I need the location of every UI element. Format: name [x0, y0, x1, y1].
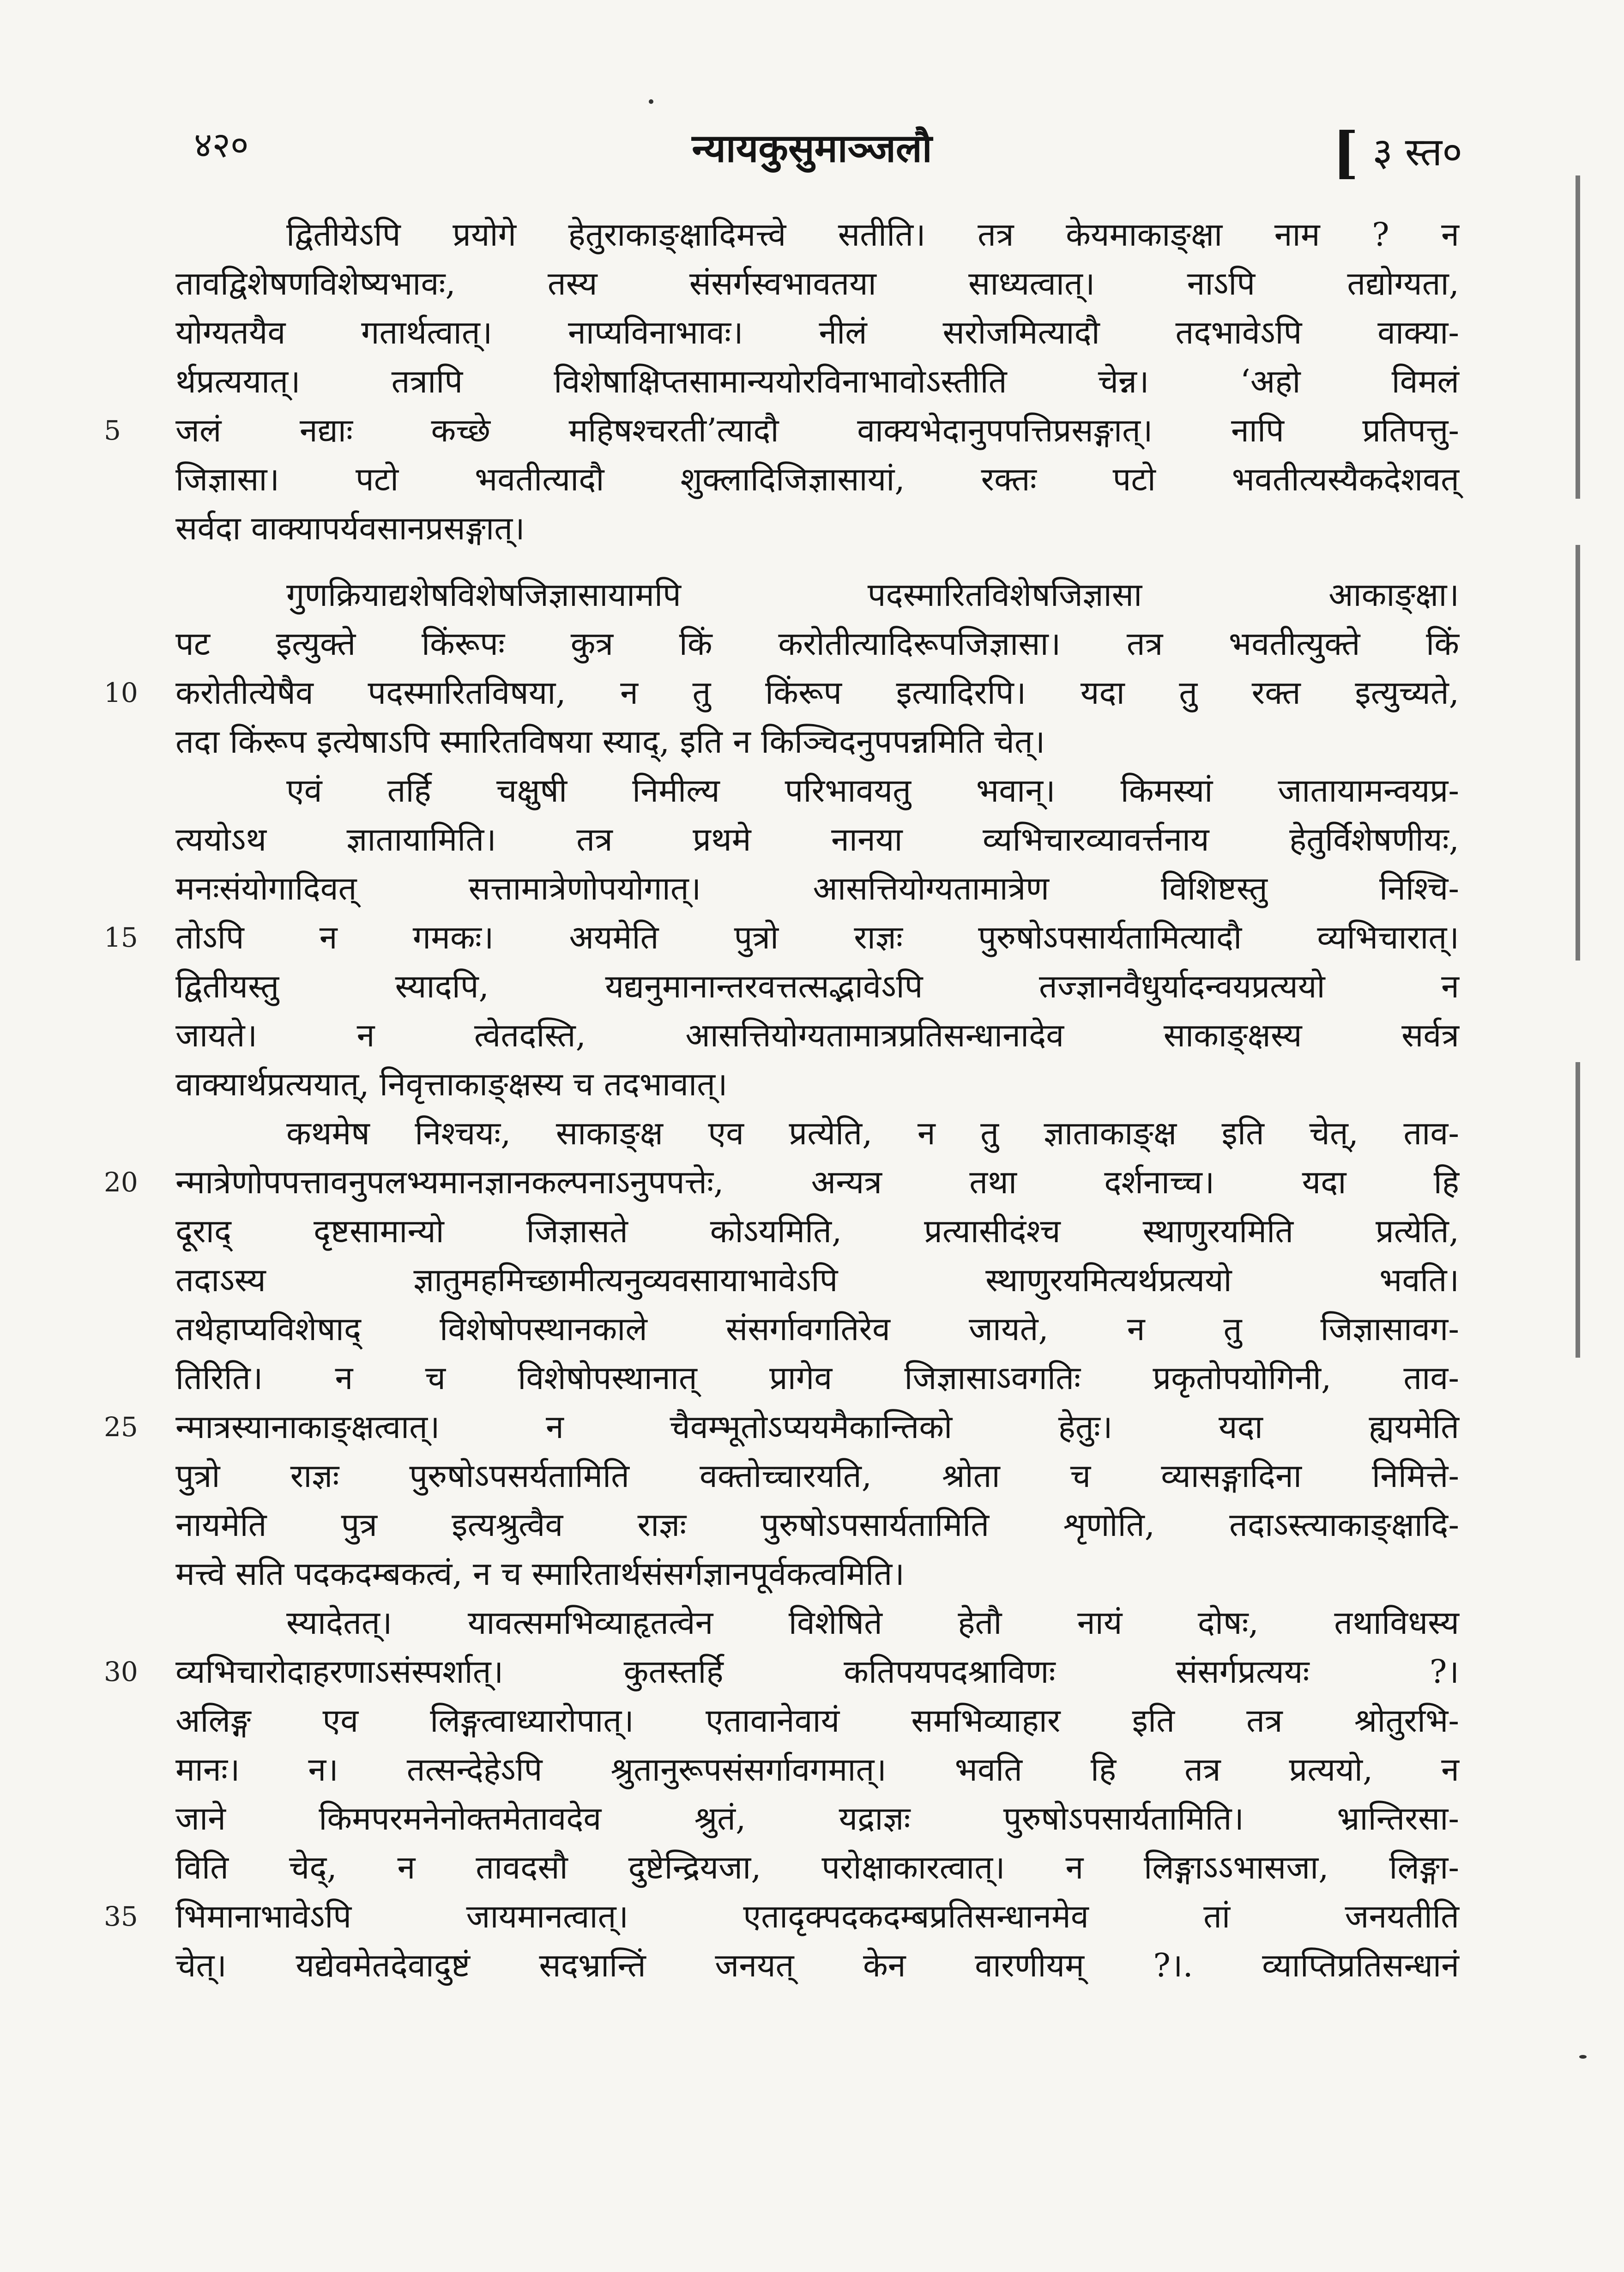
- text-line: [175, 1305, 1459, 1354]
- text-line-content: जाने किमपरमनेनोक्तमेतावदेव श्रुतं, यद्राज्ञः पुरुषोऽपसार्यतामिति। भ्रान्तिरसा-: [175, 1800, 1459, 1837]
- main-text: [104, 210, 1459, 1990]
- text-line: [175, 766, 1459, 815]
- text-line-content: न्मात्रस्यानाकाङ्क्षत्वात्। न चैवम्भूतोऽप्ययमैकान्तिको हेतुः। यदा ह्ययमेति: [175, 1408, 1459, 1446]
- text-line-content: पुत्रो राज्ञः पुरुषोऽपसर्यतामिति वक्तोच्चारयति, श्रोता च व्यासङ्गादिना निमित्ते-: [175, 1457, 1459, 1495]
- text-line: [175, 210, 1459, 259]
- text-line-content: वाक्यार्थप्रत्ययात्, निवृत्ताकाङ्क्षस्य च तदभावात्।: [175, 1065, 728, 1103]
- line-number: 5: [104, 415, 121, 446]
- book-title: न्यायकुसुमाञ्जलौ: [692, 125, 932, 171]
- text-line: [175, 308, 1459, 357]
- text-line-content: तावद्विशेषणविशेष्यभावः, तस्य संसर्गस्वभावतया साध्यत्वात्। नाऽपि तद्योग्यता,: [175, 265, 1459, 302]
- scan-speck: [1579, 2055, 1587, 2059]
- text-line-content: जिज्ञासा। पटो भवतीत्यादौ शुक्लादिजिज्ञासायां, रक्तः पटो भवतीत्यस्यैकदेशवत्: [175, 460, 1459, 498]
- binding-edge-mark: [1576, 545, 1580, 961]
- text-line: [175, 815, 1459, 864]
- line-number: 20: [104, 1166, 138, 1198]
- text-line-content: द्वितीयस्तु स्यादपि, यद्यनुमानान्तरवत्तत्सद्भावेऽपि तज्ज्ञानवैधुर्यादन्वयप्रत्ययो न: [175, 967, 1459, 1005]
- text-line-content: नायमेति पुत्र इत्यश्रुत्वैव राज्ञः पुरुषोऽपसार्यतामिति शृणोति, तदाऽस्त्याकाङ्क्षादि-: [175, 1506, 1459, 1544]
- text-line: [104, 1647, 1459, 1696]
- text-line: [175, 1500, 1459, 1549]
- text-line: [104, 1158, 1459, 1207]
- text-line: [104, 1892, 1459, 1941]
- text-line-content: सर्वदा वाक्यापर्यवसानप्रसङ्गात्।: [175, 509, 525, 547]
- page-number: ४२०: [194, 124, 249, 165]
- text-line-content: न्मात्रेणोपपत्तावनुपलभ्यमानज्ञानकल्पनाऽनुपपत्तेः, अन्यत्र तथा दर्शनाच्च। यदा हि: [175, 1163, 1459, 1201]
- text-line-content: पट इत्युक्ते किंरूपः कुत्र किं करोतीत्यादिरूपजिज्ञासा। तत्र भवतीत्युक्ते किं: [175, 625, 1459, 663]
- text-line: [175, 962, 1459, 1011]
- text-line-content: कथमेष निश्चयः, साकाङ्क्ष एव प्रत्येति, न तु ज्ञाताकाङ्क्ष इति चेत्, ताव-: [286, 1114, 1459, 1152]
- line-number: 10: [104, 677, 138, 708]
- text-line: [104, 913, 1459, 962]
- text-line: [104, 1402, 1459, 1451]
- text-line-content: स्यादेतत्। यावत्समभिव्याहृतत्वेन विशेषिते हेतौ नायं दोषः, तथाविधस्य: [286, 1604, 1459, 1642]
- text-line-content: मत्त्वे सति पदकदम्बकत्वं, न च स्मारितार्थसंसर्गज्ञानपूर्वकत्वमिति।: [175, 1555, 905, 1593]
- text-line: [104, 406, 1459, 455]
- paragraph-gap: [175, 553, 1459, 570]
- text-line-content: र्थप्रत्ययात्। तत्रापि विशेषाक्षिप्तसामान्ययोरविनाभावोऽस्तीति चेन्न। ‘अहो विमलं: [175, 363, 1459, 400]
- text-line: [175, 1696, 1459, 1745]
- text-line-content: त्ययोऽथ ज्ञातायामिति। तत्र प्रथमे नानया व्यभिचारव्यावर्त्तनाय हेतुर्विशेषणीयः,: [175, 821, 1459, 858]
- text-line-content: मनःसंयोगादिवत् सत्तामात्रेणोपयोगात्। आसत्तियोग्यतामात्रेण विशिष्टस्तु निश्चि-: [175, 870, 1459, 907]
- text-line: [175, 1256, 1459, 1305]
- text-line-content: जायते। न त्वेतदस्ति, आसत्तियोग्यतामात्रप्रतिसन्धानादेव साकाङ्क्षस्य सर्वत्र: [175, 1016, 1459, 1054]
- text-line: [175, 717, 1459, 766]
- text-line-content: अलिङ्ग एव लिङ्गत्वाध्यारोपात्। एतावानेवायं समभिव्याहार इति तत्र श्रोतुरभि-: [175, 1702, 1459, 1740]
- text-line-content: योग्यतयैव गतार्थत्वात्। नाप्यविनाभावः। नीलं सरोजमित्यादौ तदभावेऽपि वाक्या-: [175, 314, 1459, 351]
- text-line: [175, 619, 1459, 668]
- line-number: 30: [104, 1656, 138, 1687]
- text-line-content: करोतीत्येषैव पदस्मारितविषया, न तु किंरूप इत्यादिरपि। यदा तु रक्त इत्युच्यते,: [175, 674, 1459, 712]
- text-line-content: एवं तर्हि चक्षुषी निमील्य परिभावयतु भवान्। किमस्यां जातायामन्वयप्र-: [286, 772, 1459, 810]
- text-line-content: दूराद् दृष्टसामान्यो जिज्ञासते कोऽयमिति, प्रत्यासीदंश्च स्थाणुरयमिति प्रत्येति,: [175, 1212, 1459, 1250]
- line-number: 35: [104, 1901, 138, 1932]
- text-line-content: गुणक्रियाद्यशेषविशेषजिज्ञासायामपि पदस्मारितविशेषजिज्ञासा आकाङ्क्षा।: [286, 576, 1459, 614]
- text-line: [175, 1451, 1459, 1500]
- text-line: [175, 570, 1459, 619]
- binding-edge-mark: [1576, 175, 1580, 499]
- text-line-content: व्यभिचारोदाहरणाऽसंस्पर्शात्। कुतस्तर्हि कतिपयपदश्राविणः संसर्गप्रत्ययः ?।: [175, 1653, 1459, 1691]
- text-line-content: तोऽपि न गमकः। अयमेति पुत्रो राज्ञः पुरुषोऽपसार्यतामित्यादौ व्यभिचारात्।: [175, 918, 1459, 956]
- text-line: [175, 1598, 1459, 1647]
- text-line: [175, 1745, 1459, 1794]
- line-number: 25: [104, 1411, 138, 1443]
- text-line-content: तिरिति। न च विशेषोपस्थानात् प्रागेव जिज्ञासाऽवगतिः प्रकृतोपयोगिनी, ताव-: [175, 1359, 1459, 1397]
- text-line-content: तदाऽस्य ज्ञातुमहमिच्छामीत्यनुव्यवसायाभावेऽपि स्थाणुरयमित्यर्थप्रत्ययो भवति।: [175, 1261, 1459, 1299]
- text-line: [175, 1011, 1459, 1060]
- text-line: [175, 1354, 1459, 1402]
- text-line: [175, 455, 1459, 504]
- text-line-content: विति चेद्, न तावदसौ दुष्टेन्द्रियजा, परोक्षाकारत्वात्। न लिङ्गाऽऽभासजा, लिङ्गा-: [175, 1849, 1459, 1886]
- line-number: 15: [104, 922, 138, 953]
- text-line: [175, 504, 1459, 553]
- text-line: [175, 1843, 1459, 1892]
- text-line: [104, 668, 1459, 717]
- text-line: [175, 864, 1459, 913]
- section-bracket: [: [1332, 120, 1359, 185]
- text-line: [175, 1109, 1459, 1158]
- text-line: [175, 1941, 1459, 1990]
- text-line: [175, 1549, 1459, 1598]
- text-line-content: तदा किंरूप इत्येषाऽपि स्मारितविषया स्याद्, इति न किञ्चिदनुपपन्नमिति चेत्।: [175, 723, 1045, 761]
- text-line: [175, 1060, 1459, 1109]
- text-line: [175, 1207, 1459, 1256]
- binding-edge-mark: [1576, 1062, 1580, 1358]
- text-line-content: चेत्। यद्येवमेतदेवादुष्टं सदभ्रान्तिं जनयत् केन वारणीयम् ?।. व्याप्तिप्रतिसन्धानं: [175, 1946, 1459, 1984]
- text-line-content: जलं नद्याः कच्छे महिषश्चरती’त्यादौ वाक्यभेदानुपपत्तिप्रसङ्गात्। नापि प्रतिपत्तु-: [175, 411, 1459, 449]
- text-line-content: तथेहाप्यविशेषाद् विशेषोपस्थानकाले संसर्गावगतिरेव जायते, न तु जिज्ञासावग-: [175, 1310, 1459, 1348]
- text-line-content: भिमानाभावेऽपि जायमानत्वात्। एतादृक्पदकदम्बप्रतिसन्धानमेव तां जनयतीति: [175, 1897, 1459, 1935]
- running-header: [0, 120, 1624, 185]
- text-line: [175, 259, 1459, 308]
- text-line: [175, 357, 1459, 406]
- text-line-content: द्वितीयेऽपि प्रयोगे हेतुराकाङ्क्षादिमत्त्वे सतीति। तत्र केयमाकाङ्क्षा नाम ? न: [286, 216, 1459, 254]
- text-line: [175, 1794, 1459, 1843]
- section-marker: [1333, 120, 1462, 185]
- text-line-content: मानः। न। तत्सन्देहेऽपि श्रुतानुरूपसंसर्गावगमात्। भवति हि तत्र प्रत्ययो, न: [175, 1751, 1459, 1789]
- section-label: ३ स्त०: [1372, 129, 1462, 175]
- scan-speck: [649, 99, 653, 104]
